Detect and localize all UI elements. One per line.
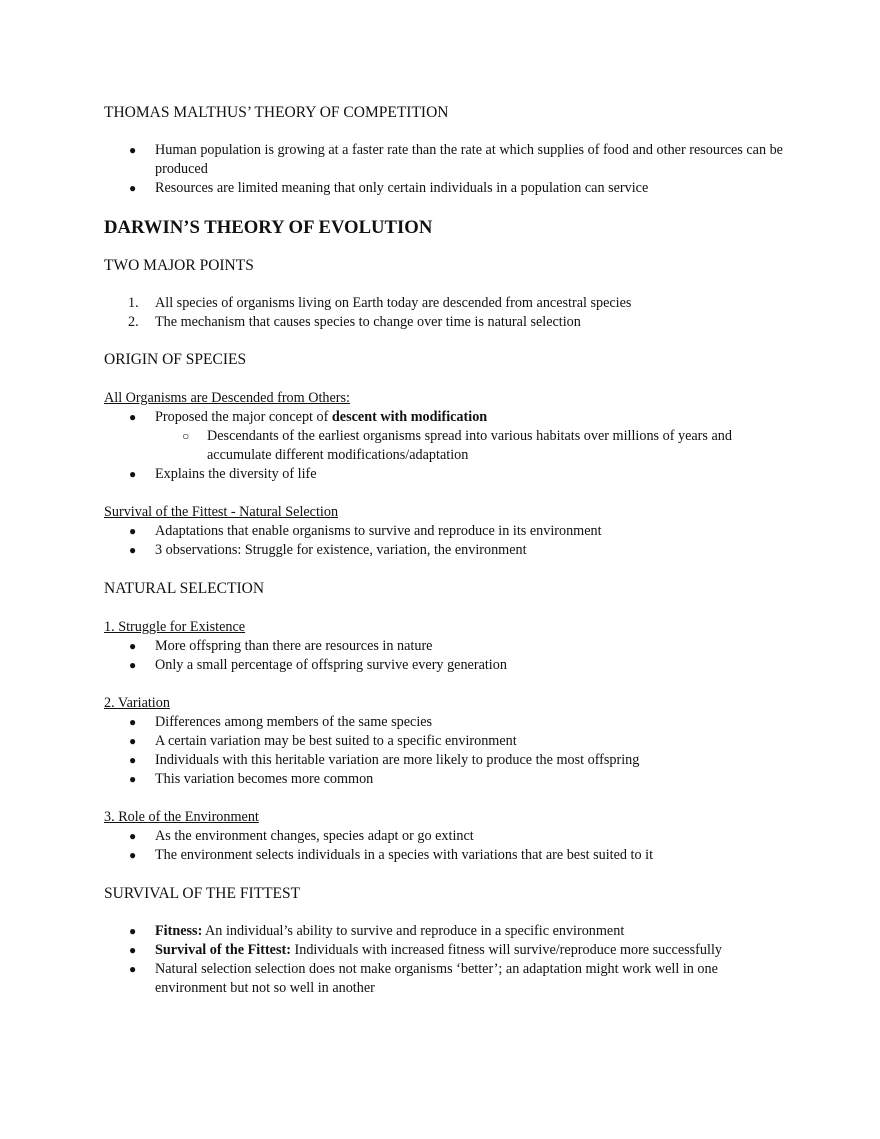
list-item: ● Human population is growing at a faster rate than the rate at which supplies of food and other resources can be produced: [104, 141, 784, 179]
item-number: 1.: [128, 295, 139, 311]
fittest-list: [104, 922, 784, 998]
bold-term: Survival of the Fittest:: [155, 942, 291, 958]
list-item: ● The environment selects individuals in a species with variations that are best suited to it: [104, 846, 784, 865]
list-item: [104, 313, 784, 332]
natural-selection-heading: NATURAL SELECTION: [104, 580, 265, 597]
malthus-list: [104, 141, 784, 198]
item-number: 2.: [128, 314, 139, 330]
list-item: [104, 922, 784, 941]
list-item: ● This variation becomes more common: [104, 770, 784, 789]
list-item: ● Resources are limited meaning that only certain individuals in a population can service: [104, 179, 784, 198]
list-item: [104, 941, 784, 960]
variation-subheading: 2. Variation: [104, 695, 170, 711]
fittest-heading: SURVIVAL OF THE FITTEST: [104, 885, 301, 902]
struggle-subheading: 1. Struggle for Existence: [104, 619, 246, 635]
list-item: ● Explains the diversity of life: [104, 465, 784, 484]
list-item: ● Adaptations that enable organisms to survive and reproduce in its environment: [104, 522, 784, 541]
sub-list-item: ○ Descendants of the earliest organisms spread into various habitats over millions of years and accumulate different modifications/adaptation: [104, 427, 784, 465]
item-text: Individuals with increased fitness will survive/reproduce more successfully: [290, 942, 722, 958]
list-item: [104, 294, 784, 313]
origin-subheading-descended: All Organisms are Descended from Others:: [104, 390, 350, 406]
bold-term: Fitness:: [155, 923, 203, 939]
malthus-heading: THOMAS MALTHUS’ THEORY OF COMPETITION: [104, 104, 449, 121]
list-item: ● More offspring than there are resources in nature: [104, 637, 784, 656]
darwin-title: DARWIN’S THEORY OF EVOLUTION: [104, 217, 433, 238]
list-item: ● As the environment changes, species adapt or go extinct: [104, 827, 784, 846]
origin-subheading-survival: Survival of the Fittest - Natural Selection: [104, 504, 339, 520]
list-item: ● A certain variation may be best suited to a specific environment: [104, 732, 784, 751]
item-text: Proposed the major concept of: [155, 409, 332, 425]
list-item: ● 3 observations: Struggle for existence, variation, the environment: [104, 541, 784, 560]
list-item: [104, 408, 784, 427]
struggle-list: [104, 637, 784, 675]
list-item: ● Individuals with this heritable variation are more likely to produce the most offspring: [104, 751, 784, 770]
origin-heading: ORIGIN OF SPECIES: [104, 351, 247, 368]
item-text: The mechanism that causes species to change over time is natural selection: [155, 314, 581, 330]
list-item: ● Only a small percentage of offspring survive every generation: [104, 656, 784, 675]
bold-term: descent with modification: [331, 409, 488, 425]
document-page: [104, 102, 784, 998]
environment-list: [104, 827, 784, 865]
list-item: ● Natural selection selection does not make organisms ‘better’; an adaptation might work well in one environment but not so well in another: [104, 960, 784, 998]
environment-subheading: 3. Role of the Environment: [104, 809, 259, 825]
two-points-list: [104, 294, 784, 332]
variation-list: [104, 713, 784, 789]
survival-list: [104, 522, 784, 560]
item-text: All species of organisms living on Earth today are descended from ancestral species: [155, 295, 632, 311]
descended-list: [104, 408, 784, 484]
two-points-heading: TWO MAJOR POINTS: [104, 257, 254, 274]
list-item: ● Differences among members of the same species: [104, 713, 784, 732]
item-text: An individual’s ability to survive and reproduce in a specific environment: [202, 923, 625, 939]
